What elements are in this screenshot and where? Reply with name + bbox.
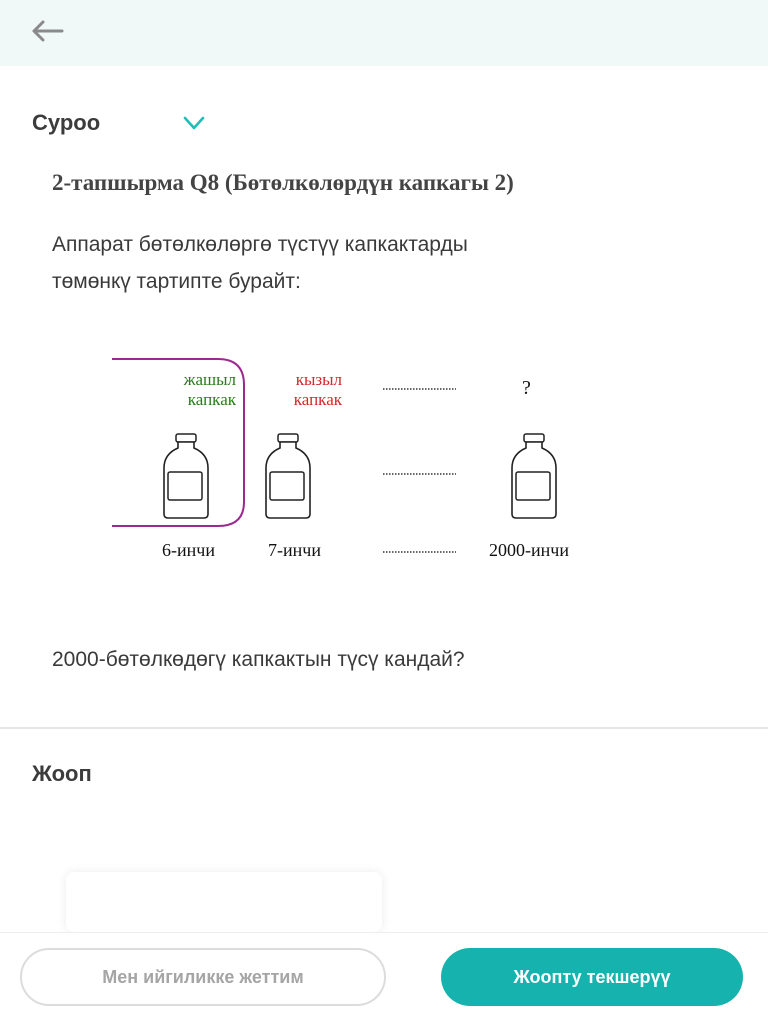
arrow-left-icon[interactable] bbox=[28, 14, 68, 48]
ordinal-label-2000: 2000-инчи bbox=[489, 540, 569, 560]
green-cap-label-line-2: капкак bbox=[187, 390, 236, 409]
bottle-icon bbox=[512, 434, 556, 518]
unknown-cap-label: ? bbox=[522, 377, 531, 399]
answer-card[interactable] bbox=[66, 872, 382, 932]
task-description-line-1: Аппарат бөтөлкөлөргө түстүү капкактарды bbox=[52, 233, 468, 256]
success-button[interactable]: Мен ийгиликке жеттим bbox=[20, 948, 386, 1006]
answer-heading: Жооп bbox=[32, 761, 92, 786]
ordinal-label-6: 6-инчи bbox=[162, 540, 215, 560]
question-heading: Суроо bbox=[32, 110, 101, 135]
check-answer-button[interactable]: Жоопту текшерүү bbox=[441, 948, 743, 1006]
red-cap-label bbox=[294, 370, 342, 410]
task-title: 2-тапшырма Q8 (Бөтөлкөлөрдүн капкагы 2) bbox=[52, 170, 514, 195]
top-bar bbox=[0, 0, 768, 66]
red-cap-label-line-1: кызыл bbox=[295, 370, 342, 389]
red-cap-label-line-2: капкак bbox=[293, 390, 342, 409]
question-prompt: 2000-бөтөлкөдөгү капкактын түсү кандай? bbox=[52, 648, 465, 671]
bottles-figure bbox=[100, 348, 640, 578]
task-description-line-2: төмөнкү тартипте бурайт: bbox=[52, 270, 301, 293]
green-cap-label-line-1: жашыл bbox=[183, 370, 236, 389]
task-description bbox=[52, 226, 692, 300]
green-cap-label bbox=[184, 370, 236, 410]
section-divider bbox=[0, 727, 768, 729]
chevron-down-icon[interactable] bbox=[180, 110, 208, 136]
ordinal-label-7: 7-инчи bbox=[268, 540, 321, 560]
bottle-icon bbox=[266, 434, 310, 518]
bottle-icon bbox=[164, 434, 208, 518]
